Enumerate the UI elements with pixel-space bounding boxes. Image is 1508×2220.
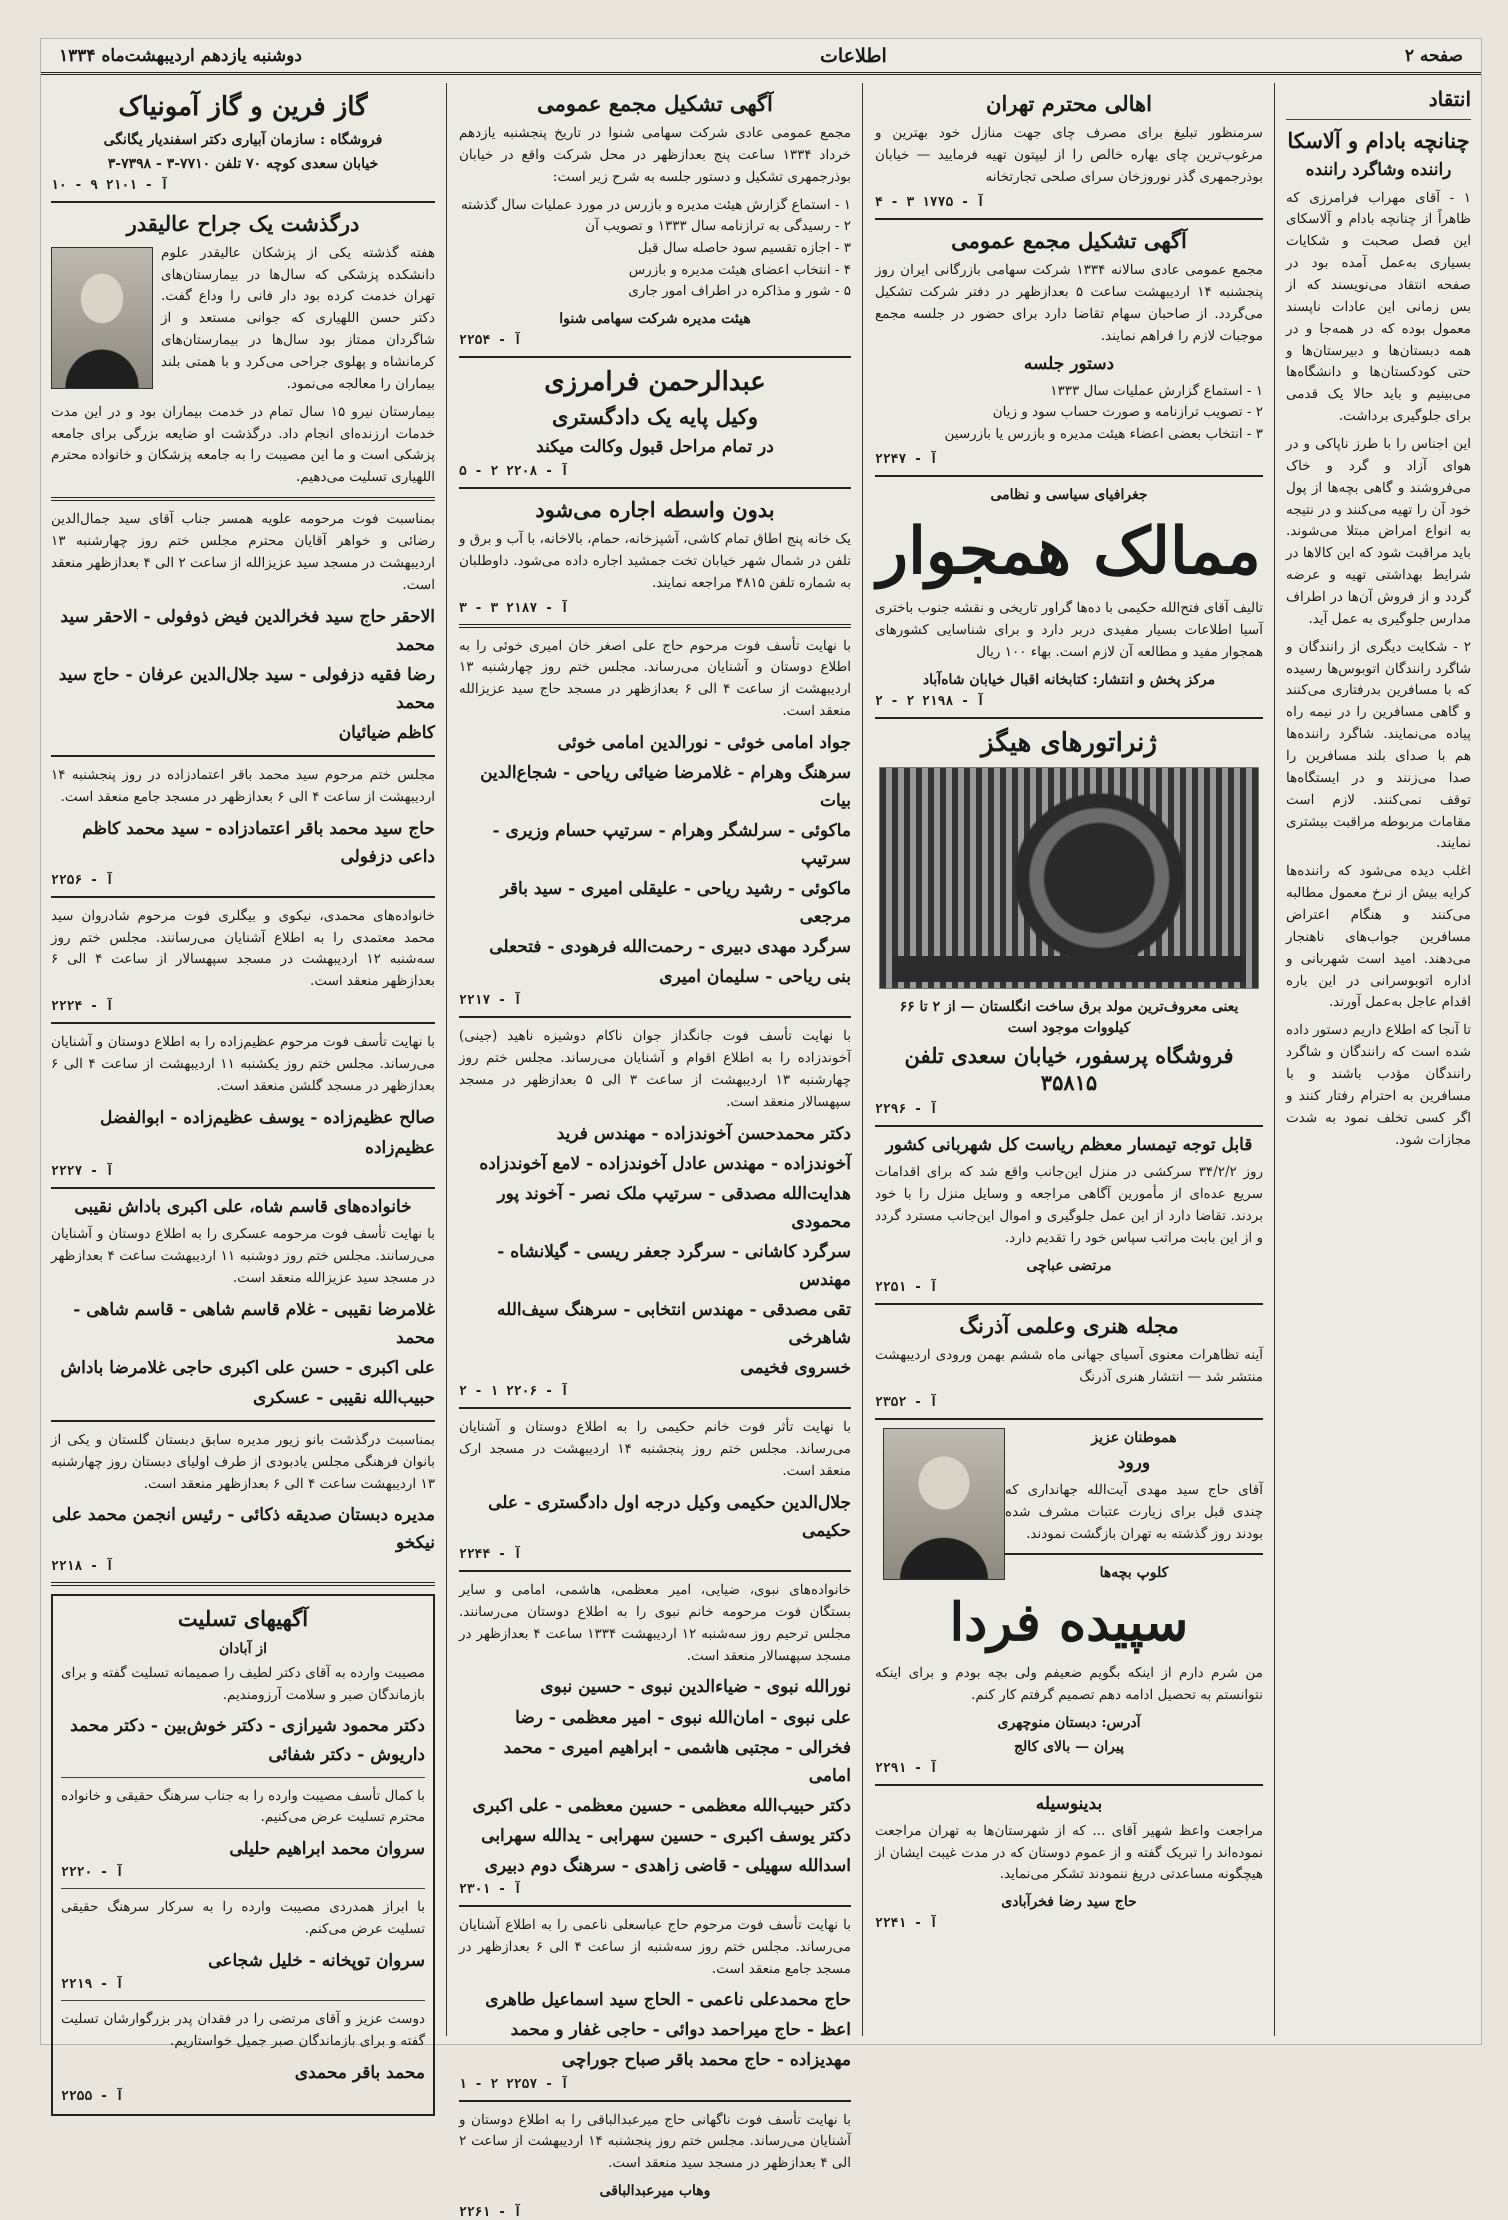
obituary-names: بنی ریاحی - سلیمان امیری [659, 967, 851, 988]
column-divider [1274, 83, 1275, 2036]
article-paragraph: این اجناس را با طرز ناپاکی و در هوای آزاد و گرد و خاک می‌فروشند و گاهی بچه‌ها از پول خود آن را تهیه می‌کنند و در نتیجه به انواع امراض مبتلا می‌شوند. باید مراقبت شود که این کالاها در شرایط بهداشتی تهیه و عرضه گردد و از فروش آن‌ها در اطراف مدارس جلوگیری به عمل آید. [1286, 435, 1471, 627]
obituary-names: دکتر حبیب‌الله معظمی - حسین معظمی - علی اکبری [472, 1795, 851, 1816]
obituary-names: صالح عظیم‌زاده - یوسف عظیم‌زاده - ابوالفضل [100, 1107, 435, 1128]
article-paragraph: اغلب دیده می‌شود که راننده‌ها کرایه بیش از نرخ معمول مطالبه می‌کنند و هنگام اعتراض مسافرین جواب‌های ناهنجار می‌دهند. امید است شهربانی و اداره اتوبوسرانی در این باره اقدام عاجل به‌عمل آورند. [1286, 863, 1471, 1011]
book-overline: جغرافیای سیاسی و نظامی [990, 486, 1148, 503]
ad-code: آ - ۲۳۵۲ [875, 1394, 938, 1410]
obituary-text: با نهایت تأسف فوت مرحوم عظیم‌زاده را به اطلاع دوستان و آشنایان می‌رساند. مجلس ختم روز یکشنبه ۱۱ اردیبهشت از ساعت ۴ الی ۶ بعدازظهر در مسجد گلشن منعقد است. [51, 1034, 436, 1094]
section-title: انتقاد [1428, 87, 1471, 111]
ad-code: آ - ۲۲۵۵ [61, 2088, 124, 2104]
notice-title: آگهی تشکیل مجمع عمومی [951, 227, 1187, 253]
ad-code: آ - ۲۲۹۶ [875, 1101, 938, 1117]
obituary-title: خانواده‌های قاسم شاه، علی اکبری باداش نقیبی [74, 1196, 412, 1217]
condolence-names: دکتر محمود شیرازی - دکتر خوش‌بین - دکتر محمد داریوش - دکتر شفائی [70, 1716, 425, 1765]
article-paragraph: ۱ - آقای مهراب فرامرزی که ظاهراً از چنانچه بادام و آلاسکای این فصل صحبت و شکایات بسیاری به‌عمل آمده بود در صفحه انتقاد می‌نویسند که از بس زمانی این عادات ناپسند معمول بوده که در همه‌جا و در همه دبستان‌ها و دبیرستان‌ها و حتی کودکستان‌ها و دانشگاه‌ها می‌بینیم و باید حالا یک قدمی برای جلوگیری برداشت. [1286, 189, 1471, 425]
agenda-item: ۱ - استماع گزارش عملیات سال ۱۳۳۳ [1050, 382, 1263, 399]
agenda-list [875, 381, 1263, 446]
surgeon-text: بیمارستان نیرو ۱۵ سال تمام در خدمت بیماران بود و در این مدت خدمات ارزنده‌ای انجام داد. درگذشت او ضایعه بزرگی برای جامعه پزشکی است و ما این مصیبت را به جامعه پزشکان و خانواده محترم اللهیاری تسلیت می‌دهیم. [51, 403, 436, 486]
obituary-text: با نهایت تأسف فوت مرحوم حاج علی اصغر خان امیری خوئی را به اطلاع دوستان و آشنایان می‌رساند. مجلس ختم روز چهارشنبه ۱۳ اردیبهشت از ساعت ۴ الی ۶ بعدازظهر در مسجد حاج سید عزیزالله منعقد است. [459, 637, 852, 720]
obituary-text: بمناسبت درگذشت بانو زیور مدیره سابق دبستان گلستان و یکی از بانوان فرهنگی مجلس یادبودی از طرف اولیای دبستان روز چهارشنبه ۱۳ اردیبهشت ساعت ۴ الی ۶ بعدازظهر منعقد است. [51, 1431, 435, 1492]
club-address-label: آدرس: دبستان منوچهری [997, 1714, 1141, 1731]
ad-code: آ - ۲۲۱۷ [459, 993, 522, 1009]
ad-code: آ - ۲۱۰۱ ۹ - ۱۰ [51, 177, 169, 193]
obituary-names: عظیم‌زاده [365, 1137, 435, 1158]
agenda-item: ۳ - انتخاب بعضی اعضاء هیئت مدیره و بازرس یا بازرسین [944, 425, 1263, 442]
obituary-names: الاحقر حاج سید فخرالدین فیض ذوفولی - الاحقر سید محمد [60, 606, 435, 655]
obituary-names: جواد امامی خوئی - نورالدین امامی خوئی [557, 733, 851, 754]
paper-name: اطلاعات [819, 44, 887, 67]
condolence-title: آگهیهای تسلیت [177, 1606, 309, 1632]
welcome-text: آقای حاج سید مهدی آیت‌الله جهانداری که چندی قبل برای زیارت عتبات مشرف شده بودند روز گذشته به تهران بازگشت نمودند. [1005, 1481, 1263, 1542]
obituary-names: علی اکبری - حسن علی اکبری حاجی غلامرضا باداش [60, 1357, 435, 1378]
book-title: ممالک همجوار [877, 513, 1261, 589]
lawyer-name: عبدالرحمن فرامرزی [544, 366, 766, 397]
agenda-item: ۵ - شور و مذاکره در اطراف امور جاری [628, 283, 851, 300]
obituary-text: بمناسبت فوت مرحومه علویه همسر جناب آقای سید جمال‌الدین رضائی و خواهر آقایان محترم مجلس ختم روز چهارشنبه ۱۳ اردیبهشت در مسجد سید عزیزالله از ساعت ۲ الی ۴ بعدازظهر منعقد است. [51, 511, 436, 593]
condolence-names: سروان محمد ابراهیم حلیلی [229, 1839, 425, 1860]
obituary-names: تقی مصدقی - مهندس انتخابی - سرهنگ سیف‌الله شاهرخی [496, 1300, 851, 1349]
ad-code: آ - ۲۲۴۷ [875, 451, 938, 467]
notice-text: مجمع عمومی عادی شرکت سهامی شنوا در تاریخ پنجشنبه یازدهم خرداد ۱۳۳۴ ساعت پنج بعدازظهر در محل شرکت واقع در خیابان بوذرجمهری تشکیل و دستور جلسه به شرح زیر است: [459, 125, 851, 185]
obituary-text: با نهایت تأسف فوت جانگداز جوان ناکام دوشیزه ناهید (جینی) آخوندزاده را به اطلاع اقوام و آشنایان می‌رساند. مجلس ختم روز چهارشنبه ۱۳ اردیبهشت از ساعت ۳ الی ۵ بعدازظهر در مسجد سپهسالار منعقد است. [459, 1028, 851, 1111]
surgeon-title: درگذشت یک جراح عالیقدر [126, 210, 360, 236]
portrait-photo [883, 1428, 1005, 1580]
notice-title: آگهی تشکیل مجمع عمومی [537, 91, 773, 116]
notice-signature: مرتضی عباچی [1026, 1257, 1112, 1274]
obituary-names: علی نبوی - امان‌الله نبوی - امیر معظمی - رضا [515, 1707, 851, 1728]
agenda-item: ۱ - استماع گزارش هیئت مدیره و بازرس در مورد عملیات سال گذشته [461, 196, 851, 213]
condolence-text: با کمال تأسف مصیبت وارده را به جناب سرهنگ حقیقی و خانواده محترم تسلیت عرض می‌کنیم. [61, 1787, 425, 1826]
column-ads-c [41, 83, 445, 2104]
ad-code: آ - ۲۲۴۱ [875, 1916, 938, 1932]
ad-code: آ - ۲۲۵۷ ۲ - ۱ [459, 2076, 569, 2092]
ad-code: آ - ۲۲۱۸ [51, 1559, 114, 1575]
agenda-item: ۴ - انتخاب اعضای هیئت مدیره و بازرس [628, 261, 851, 278]
surgeon-text: هفته گذشته یکی از پزشکان عالیقدر علوم دانشکده پزشکی که سال‌ها در بیمارستان‌های تهران خدمت کرده بود دار فانی را وداع گفت. دکتر حسن اللهیاری که جوانی مستعد و از شاگردان ممتاز بود سال‌ها در بیمارستان‌های کرمانشاه و پهلوی جراحی می‌کرد و با همتی بلند بیماران را معالجه می‌نمود. [161, 244, 435, 392]
obituary-names: حبیب‌الله نقیبی - عسکری [252, 1387, 435, 1408]
ad-code: آ - ۲۲۴۴ [459, 1547, 522, 1563]
gas-address: خیابان سعدی کوچه ۷۰ تلفن ۷۷۱۰-۳ - ۷۳۹۸-۳ [107, 155, 379, 172]
ad-code: آ - ۲۱۹۸ ۲ - ۲ [875, 693, 985, 709]
book-text: تالیف آقای فتح‌الله حکیمی با ده‌ها گراور تاریخی و نقشه جنوب باختری آسیا اطلاعات بسیار مفیدی دربر دارد و برای شناسایی کشورهای همجوار مفید و مطالعه آن لازم است. بهاء ۱۰۰ ریال [875, 600, 1263, 661]
ad-code: آ - ۲۲۱۹ [61, 1977, 124, 1993]
club-title: سپیده فردا [949, 1592, 1189, 1654]
obituary-names: جلال‌الدین حکیمی وکیل درجه اول دادگستری - علی حکیمی [488, 1492, 851, 1541]
agenda-title: دستور جلسه [1023, 353, 1115, 374]
obituary-names: فخرالی - مجتبی هاشمی - ابراهیم امیری - محمد امامی [503, 1737, 851, 1786]
generator-caption: یعنی معروف‌ترین مولد برق ساخت انگلستان — از ۲ تا ۶۶ کیلووات موجود است [899, 999, 1239, 1037]
obituary-names: سرگرد کاشانی - سرگرد جعفر ریسی - گیلانشاه - مهندس [497, 1242, 851, 1291]
column-divider [446, 83, 447, 2036]
club-text: من شرم دارم از اینکه بگویم ضعیفم ولی بچه بودم و برای اینکه نتوانستم به تحصیل ادامه دهم تصمیم گرفتم کار کنم. [875, 1664, 1263, 1703]
notice-text: مجمع عمومی عادی سالانه ۱۳۳۴ شرکت سهامی بازرگانی ایران روز پنجشنبه ۱۴ اردیبهشت ساعت ۵ بعدازظهر در دفتر شرکت تشکیل می‌گردد. از صاحبان سهام تقاضا دارد برای حضور در جلسه مجمع موجبات لازم را فراهم نمایند. [875, 262, 1263, 344]
lawyer-title: وکیل پایه یک دادگستری [552, 404, 758, 430]
generator-illustration [879, 767, 1259, 989]
condolence-text: با ابراز همدردی مصیبت وارده را به سرکار سرهنگ حقیقی تسلیت عرض می‌کنم. [61, 1899, 425, 1938]
ad-code: آ - ۲۲۲۷ [51, 1163, 114, 1179]
obituary-names: مدیره دبستان صدیقه ذکائی - رئیس انجمن محمد علی نیکخو [52, 1505, 435, 1554]
ad-code: آ - ۲۲۵۶ [51, 872, 114, 888]
article-title: چنانچه بادام و آلاسکا [1287, 128, 1470, 153]
agenda-item: ۲ - تصویب ترازنامه و صورت حساب سود و زیان [992, 404, 1263, 421]
column-divider [862, 83, 863, 2036]
newspaper-page [40, 38, 1482, 2220]
obituary-signature: وهاب میرعبدالباقی [599, 2183, 711, 2200]
obituary-text: با نهایت تأسف فوت مرحوم حاج عباسعلی ناعمی را به اطلاع آشنایان می‌رساند. مجلس ختم روز سه‌شنبه از ساعت ۴ الی ۶ بعدازظهر در مسجد جامع منعقد است. [459, 1916, 852, 1977]
article-paragraph: ۲ - شکایت دیگری از رانندگان و شاگرد رانندگان اتوبوس‌ها رسیده که با مسافرین بدرفتاری می‌کنند و گاهی مسافرین را در نیمه راه پیاده می‌نمایند. شاگرد راننده‌ها هم با صدای بلند مسافرین را صدا می‌زنند و در ایستگاه‌ها توقف نمی‌کنند. لازم است مقامات مربوطه مراقبت بیشتری نمایند. [1286, 638, 1471, 852]
obituary-names: کاظم ضیائیان [338, 722, 435, 743]
obituary-text: با نهایت تأسف فوت مرحومه عسکری را به اطلاع دوستان و آشنایان می‌رسانند. مجلس ختم روز دوشنبه ۱۱ اردیبهشت ساعت ۴ بعدازظهر در مسجد سید عزیزالله منعقد است. [51, 1226, 435, 1286]
agenda-item: ۲ - رسیدگی به ترازنامه سال ۱۳۳۳ و تصویب آن [585, 218, 851, 235]
obituary-text: مجلس ختم مرحوم سید محمد باقر اعتمادزاده در روز پنجشنبه ۱۴ اردیبهشت از ساعت ۴ الی ۶ بعدازظهر در مسجد جامع منعقد است. [51, 766, 435, 805]
obituary-names: ماکوئی - سرلشگر وهرام - سرتیپ حسام وزیری - سرتیپ [492, 821, 851, 870]
magazine-title: مجله هنری وعلمی آذرنگ [959, 1312, 1179, 1338]
ad-code: آ - ۲۲۲۰ [61, 1865, 124, 1881]
ad-code: آ - ۲۳۰۱ [459, 1881, 522, 1897]
obituary-names: دکتر یوسف اکبری - حسین سهرابی - یدالله سهرابی [481, 1825, 851, 1846]
rent-title: بدون واسطه اجاره می‌شود [535, 496, 775, 522]
obituary-names: حاج محمدعلی ناعمی - الحاج سید اسماعیل طاهری [485, 1990, 851, 2011]
page-label: صفحه ۲ [1404, 45, 1463, 66]
condolence-names: محمد باقر محمدی [294, 2062, 425, 2083]
obituary-text: خانواده‌های نبوی، ضیایی، امیر معظمی، هاشمی، امامی و سایر بستگان فوت مرحومه خانم نبوی را به اطلاع دوستان می‌رسانند. مجلس ترحیم روز سه‌شنبه ۱۲ اردیبهشت ۱۳۳۴ ساعت ۴ بعدازظهر در مسجد سپهسالار منعقد است. [459, 1582, 851, 1664]
notice-text: سرمنظور تبلیغ برای مصرف چای جهت منازل خود بهترین و مرغوب‌ترین چای بهاره‌ خالص را از لیپتون تهیه فرمایید — خیابان بوذرجمهری گذر نوروزخان سرای صلحی تجارتخانه [875, 125, 1263, 185]
obituary-names: سرهنگ وهرام - غلامرضا ضیائی ریاحی - شجاع‌الدین بیات [480, 763, 851, 812]
obituary-names: رضا فقیه دزفولی - سید جلال‌الدین عرفان - حاج سید محمد [58, 664, 435, 713]
agenda-item: ۳ - اجازه تقسیم سود حاصله سال قبل [637, 240, 851, 257]
notice-title: قابل توجه تیمسار معظم ریاست کل شهربانی کشور [885, 1134, 1253, 1155]
welcome-title: ورود [1117, 1452, 1151, 1473]
surgeon-portrait [51, 247, 153, 389]
ad-code: آ - ۲۲۵۱ [875, 1279, 938, 1295]
condolence-text: مصیبت وارده به آقای دکتر لطیف را صمیمانه تسلیت گفته و برای بازماندگان صبر و سلامت آرزومندیم. [61, 1664, 425, 1703]
obituary-text: با نهایت تأسف فوت ناگهانی حاج میرعبدالباقی را به اطلاع دوستان و آشنایان می‌رساند. مجلس ختم روز پنجشنبه ۱۴ اردیبهشت از ساعت ۲ الی ۴ بعدازظهر در مسجد سید منعقد است. [459, 2111, 852, 2172]
obituary-names: دکتر محمدحسن آخوندزاده - مهندس فرید [556, 1123, 851, 1144]
obituary-text: خانواده‌های محمدی، نیکوی و بیگلری فوت مرحوم شادروان سید محمد معتمدی را به اطلاع آشنایان می‌رسانند. مجلس ختم روز سه‌شنبه ۱۲ اردیبهشت در مسجد سپهسالار از ساعت ۴ الی ۶ بعدازظهر منعقد است. [51, 907, 436, 990]
magazine-text: آینه تظاهرات معنوی آسیای جهانی ماه ششم بهمن ورودی اردیبهشت منتشر شد — انتشار هنری آذرنگ [875, 1346, 1263, 1385]
article-paragraph: تا آنجا که اطلاع داریم دستور داده شده است که رانندگان و شاگرد رانندگان مؤدب باشند و با مسافرین به احترام رفتار کنند و اگر کسی تخلف نمود به شدت مجازات شود. [1286, 1022, 1471, 1148]
condolence-section [51, 1594, 435, 2115]
book-distributor: مرکز پخش و انتشار: کتابخانه اقبال خیابان شاه‌آباد [922, 671, 1216, 688]
agenda-list [459, 195, 851, 303]
rent-text: یک خانه پنج اطاق تمام کاشی، آشپزخانه، حمام، بالاخانه، با آب و برق و تلفن در شمال شهر خیابان تخت جمشید اجاره داده می‌شود. داوطلبان به شماره تلفن ۴۸۱۵ مراجعه نمایند. [458, 531, 851, 591]
condolence-text: دوست عزیز و آقای مرتضی را در فقدان پدر بزرگوارشان تسلیت گفته و برای بازماندگان صبر جمیل خواستاریم. [61, 2011, 425, 2049]
ad-code: آ - ۲۲۰۸ ۲ - ۵ [459, 463, 569, 479]
gas-title: گاز فرین و گاز آمونیاک [118, 92, 368, 122]
condolence-names: سروان توپخانه - خلیل شجاعی [208, 1951, 425, 1972]
column-ads-b [449, 83, 861, 2220]
obituary-names: اسدالله سهیلی - قاضی زاهدی - سرهنگ دوم دبیری [484, 1855, 851, 1876]
ad-code: آ - ۲۲۶۱ [459, 2205, 522, 2220]
ad-code: آ - ۲۲۲۴ [51, 999, 114, 1015]
notice-text: روز ۳۴/۲/۲ سرکشی در منزل این‌جانب واقع شد که برای اقدامات سریع عده‌ای از مأمورین آگاهی مراجعه و وسایل منزل را با خود بردند. تقاضا دارد از این عمل جلوگیری و اموال این‌جانب مسترد گردد و از این بابت مراتب سپاس خود را تقدیم دارد. [875, 1164, 1263, 1246]
obituary-names: خسروی فخیمی [740, 1358, 851, 1379]
statement-text: مراجعت واعظ شهیر آقای ... که از شهرستان‌ها به تهران مراجعت نموده‌اند را تبریک گفته و از عموم دوستان که در مدت غیبت ایشان از هیچگونه مساعدتی دریغ ننمودند تشکر می‌نماید. [875, 1822, 1263, 1883]
column-critique [1276, 83, 1481, 2036]
generator-store: فروشگاه پرسفور، خیابان سعدی تلفن ۳۵۸۱۵ [904, 1043, 1234, 1095]
gas-seller: فروشگاه : سازمان آبیاری دکتر اسفندیار یگانگی [103, 131, 383, 148]
ad-code: آ - ۲۲۰۶ ۱ - ۲ [459, 1384, 569, 1400]
welcome-block [875, 1428, 1263, 1546]
ad-code: آ - ۲۲۹۱ [875, 1760, 938, 1776]
obituary-names: مهدیزاده - حاج محمد باقر صباح جوراچی [561, 2050, 851, 2071]
club-address: پیران — بالای کالج [1014, 1738, 1124, 1755]
ad-code: آ - ۲۲۵۴ [459, 332, 522, 348]
condolence-place: از آبادان [219, 1640, 267, 1657]
obituary-names: سرگرد مهدی دبیری - رحمت‌الله فرهودی - فتحعلی [489, 937, 851, 958]
notice-title: اهالی محترم تهران [986, 91, 1152, 116]
obituary-names: حاج سید محمد باقر اعتمادزاده - سید محمد کاظم داعی دزفولی [82, 818, 435, 867]
obituary-names: غلامرضا نقیبی - غلام قاسم شاهی - قاسم شاهی - محمد [73, 1299, 435, 1348]
masthead [41, 39, 1481, 75]
statement-signature: حاج سید رضا فخرآبادی [1001, 1894, 1137, 1911]
obituary-names: ماکوئی - رشید ریاحی - علیقلی امیری - سید باقر مرجعی [500, 879, 851, 928]
generator-title: ژنراتورهای هیگز [981, 727, 1157, 758]
obituary-names: آخوندزاده - مهندس عادل آخوندزاده - لامع آخوندزاده [479, 1153, 851, 1174]
article-subtitle: راننده وشاگرد راننده [1305, 160, 1452, 181]
statement-title: بدینوسیله [1035, 1793, 1103, 1814]
obituary-names: نورالله نبوی - ضیاءالدین نبوی - حسین نبوی [540, 1677, 851, 1698]
obituary-text: با نهایت تأثر فوت خانم حکیمی را به اطلاع دوستان و آشنایان می‌رساند. مجلس ختم روز پنجشنبه ۱۴ اردیبهشت در مسجد ارک منعقد است. [459, 1419, 851, 1480]
obituary-names: اعظ - حاج میراحمد دوائی - حاجی غفار و محمد [510, 2020, 851, 2041]
welcome-label: هموطنان عزیز [1091, 1429, 1177, 1446]
date-line: دوشنبه یازدهم اردیبهشت‌ماه ۱۳۳۴ [59, 45, 302, 66]
club-overline: کلوپ بچه‌ها [1099, 1565, 1169, 1582]
ad-code: آ - ۲۱۸۷ ۳ - ۳ [459, 600, 569, 616]
lawyer-text: در تمام مراحل قبول وکالت میکند [536, 436, 774, 457]
notice-signature: هیئت مدیره شرکت سهامی شنوا [559, 310, 751, 327]
obituary-names: هدایت‌الله مصدقی - سرتیپ ملک نصر - آخوند پور محمودی [497, 1184, 851, 1233]
column-ads-a [865, 83, 1273, 2036]
ad-code: آ - ۱۷۷۵ ۳ - ۴ [875, 194, 985, 210]
